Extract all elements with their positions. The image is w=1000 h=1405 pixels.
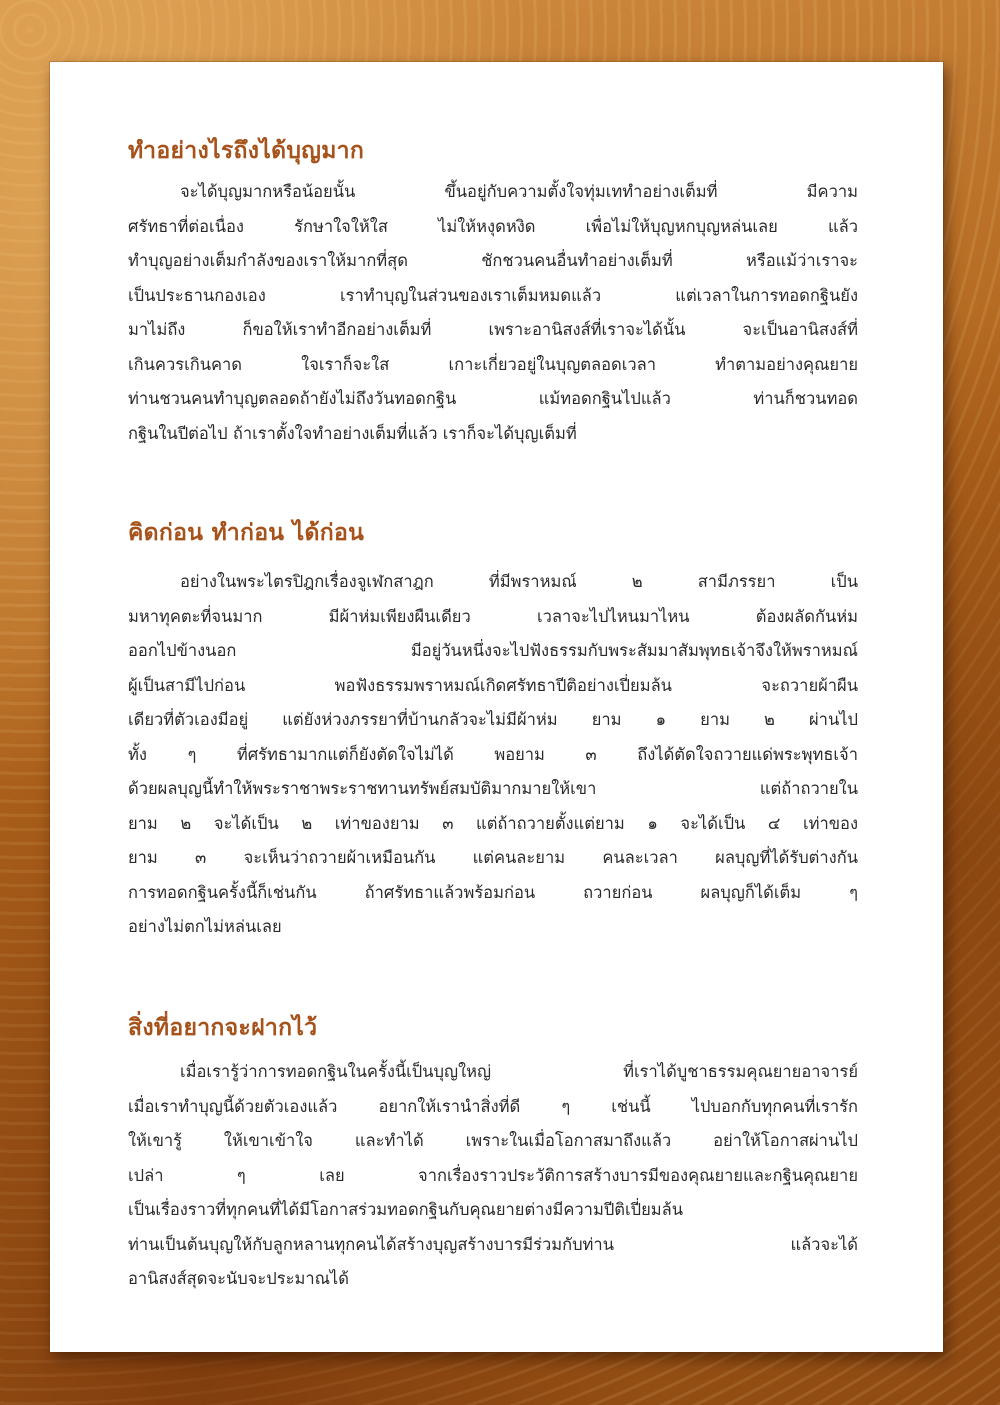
paragraph-line: ท่านชวนคนทำบุญตลอดถ้ายังไม่ถึงวันทอดกฐิน แม้ทอดกฐินไปแล้ว ท่านก็ชวนทอด: [128, 389, 858, 408]
paragraph-line: ให้เขารู้ ให้เขาเข้าใจ และทำได้ เพราะในเมื่อโอกาสมาถึงแล้ว อย่าให้โอกาสผ่านไป: [128, 1131, 858, 1150]
paragraph-line: ยาม ๒ จะได้เป็น ๒ เท่าของยาม ๓ แต่ถ้าถวายตั้งแต่ยาม ๑ จะได้เป็น ๔ เท่าของ: [128, 813, 858, 833]
section-heading: ทำอย่างไรถึงได้บุญมาก: [128, 138, 365, 164]
paragraph-line: ผู้เป็นสามีไปก่อน พอฟังธรรมพราหมณ์เกิดศรัทธาปีติอย่างเปี่ยมล้น จะถวายผ้าผืน: [128, 675, 858, 695]
paragraph-line: ด้วยผลบุญนี้ทำให้พระราชาพระราชทานทรัพย์สมบัติมากมายให้เขา แต่ถ้าถวายใน: [128, 779, 858, 798]
paragraph-line: ศรัทธาที่ต่อเนื่อง รักษาใจให้ใส ไม่ให้หงุดหงิด เพื่อไม่ให้บุญหกบุญหล่นเลย แล้ว: [128, 216, 858, 236]
section-paragraph: [128, 1055, 858, 1297]
paragraph-line: การทอดกฐินครั้งนี้ก็เช่นกัน ถ้าศรัทธาแล้วพร้อมก่อน ถวายก่อน ผลบุญก็ได้เต็ม ๆ: [128, 882, 858, 902]
paragraph-line: มหาทุคตะที่จนมาก มีผ้าห่มเพียงผืนเดียว เวลาจะไปไหนมาไหน ต้องผลัดกันห่ม: [128, 606, 858, 626]
paragraph-line: อย่างไม่ตกไม่หล่นเลย: [128, 917, 282, 936]
paragraph-line: เกินควรเกินคาด ใจเราก็จะใส เกาะเกี่ยวอยู่ในบุญตลอดเวลา ทำตามอย่างคุณยาย: [128, 354, 858, 374]
paragraph-line: มาไม่ถึง ก็ขอให้เราทำอีกอย่างเต็มที่ เพราะอานิสงส์ที่เราจะได้นั้น จะเป็นอานิสงส์ที่: [128, 320, 858, 339]
paragraph-line: เดียวที่ตัวเองมีอยู่ แต่ยังห่วงภรรยาที่บ้านกลัวจะไม่มีผ้าห่ม ยาม ๑ ยาม ๒ ผ่านไป: [128, 710, 858, 729]
paragraph-line: เมื่อเราทำบุญนี้ด้วยตัวเองแล้ว อยากให้เรานำสิ่งที่ดี ๆ เช่นนี้ ไปบอกกับทุกคนที่เรารัก: [128, 1096, 858, 1116]
section-paragraph: [128, 565, 858, 945]
paragraph-line: เมื่อเรารู้ว่าการทอดกฐินในครั้งนี้เป็นบุญใหญ่ ที่เราได้บูชาธรรมคุณยายอาจารย์: [180, 1062, 858, 1081]
paragraph-line: ออกไปข้างนอก มีอยู่วันหนึ่งจะไปฟังธรรมกับพระสัมมาสัมพุทธเจ้าจึงให้พราหมณ์: [128, 641, 858, 660]
paragraph-line: ยาม ๓ จะเห็นว่าถวายผ้าเหมือนกัน แต่คนละยาม คนละเวลา ผลบุญที่ได้รับต่างกัน: [128, 848, 858, 867]
paragraph-line: กฐินในปีต่อไป ถ้าเราตั้งใจทำอย่างเต็มที่แล้ว เราก็จะได้บุญเต็มที่: [128, 423, 577, 443]
paragraph-line: ท่านเป็นต้นบุญให้กับลูกหลานทุกคนได้สร้างบุญสร้างบารมีร่วมกับท่าน แล้วจะได้: [128, 1234, 858, 1254]
paragraph-line: อย่างในพระไตรปิฎกเรื่องจูเฬกสาฎก ที่มีพราหมณ์ ๒ สามีภรรยา เป็น: [180, 572, 858, 591]
paragraph-line: อานิสงส์สุดจะนับจะประมาณได้: [128, 1269, 349, 1288]
paragraph-line: เป็นประธานกองเอง เราทำบุญในส่วนของเราเต็มหมดแล้ว แต่เวลาในการทอดกฐินยัง: [128, 285, 858, 305]
paragraph-line: เปล่า ๆ เลย จากเรื่องราวประวัติการสร้างบารมีของคุณยายและกฐินคุณยาย: [128, 1165, 858, 1185]
paragraph-line: ทั้ง ๆ ที่ศรัทธามากแต่ก็ยังตัดใจไม่ได้ พอยาม ๓ ถึงได้ตัดใจถวายแด่พระพุทธเจ้า: [128, 744, 858, 764]
section-heading: สิ่งที่อยากจะฝากไว้: [128, 1015, 318, 1041]
section-paragraph: [128, 175, 858, 451]
paragraph-line: เป็นเรื่องราวที่ทุกคนที่ได้มีโอกาสร่วมทอดกฐินกับคุณยายต่างมีความปีติเปี่ยมล้น: [128, 1200, 684, 1219]
paragraph-line: ทำบุญอย่างเต็มกำลังของเราให้มากที่สุด ชักชวนคนอื่นทำอย่างเต็มที่ หรือแม้ว่าเราจะ: [128, 251, 858, 270]
section-heading: คิดก่อน ทำก่อน ได้ก่อน: [128, 520, 365, 546]
paragraph-line: จะได้บุญมากหรือน้อยนั้น ขึ้นอยู่กับความตั้งใจทุ่มเททำอย่างเต็มที่ มีความ: [180, 182, 858, 201]
